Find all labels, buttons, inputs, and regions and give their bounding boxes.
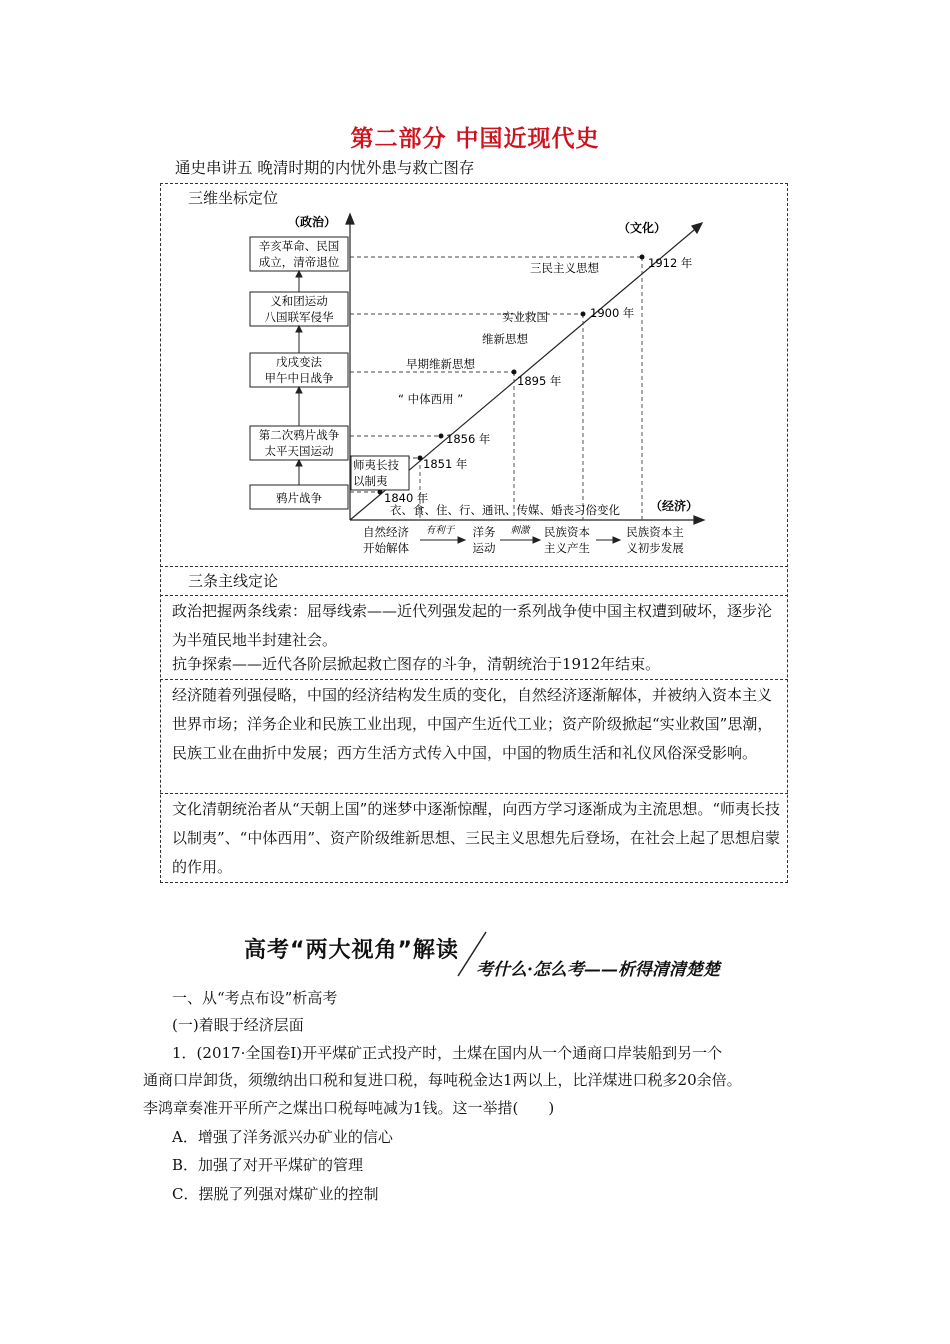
social-change-line: 衣、食、住、行、通讯、传媒、婚丧习俗变化 [390, 503, 620, 517]
question-line-3: 李鸿章奏准开平所产之煤出口税每吨减为1钱。这一举措( ) [143, 1099, 555, 1117]
culture-item-early-reform: 早期维新思想 [406, 357, 475, 371]
year-1856: 1856 年 [446, 432, 491, 446]
economy-step-1b: 开始解体 [363, 541, 409, 555]
option-c: C．摆脱了列强对煤矿业的控制 [172, 1185, 379, 1203]
timeline-diagram [230, 210, 750, 560]
politics-box-2-line2: 八国联军侵华 [264, 310, 334, 324]
point-1851 [418, 456, 423, 461]
y-axis-arrow [346, 214, 354, 224]
culture-item-reform: 维新思想 [482, 332, 528, 346]
economy-step-3b: 主义产生 [544, 541, 590, 555]
x-axis-label: （经济） [650, 499, 699, 513]
point-1900 [581, 312, 586, 317]
economy-step-2b: 运动 [472, 541, 496, 555]
question-line-2: 通商口岸卸货，须缴纳出口税和复进口税，每吨税金达1两以上，比洋煤进口税多20余倍。 [143, 1071, 742, 1089]
year-1912: 1912 年 [648, 256, 693, 270]
point-1912 [640, 255, 645, 260]
politics-box-5-line1: 鸦片战争 [276, 491, 322, 505]
culture-item-1b: 以制夷 [353, 474, 388, 488]
culture-label: （文化） [618, 221, 667, 235]
year-1895: 1895 年 [517, 374, 562, 388]
page-title: 第二部分 中国近现代史 [350, 126, 600, 152]
option-b: B．加强了对开平煤矿的管理 [172, 1156, 364, 1174]
economy-paragraph: 经济随着列强侵略，中国的经济结构发生质的变化，自然经济逐渐解体，并被纳入资本主义世界市场；洋务企业和民族工业出现，中国产生近代工业；资产阶级掀起“实业救国”思潮，民族工业在曲折中发展；西方生活方式传入中国，中国的物质生活和礼仪风俗深受影响。 [172, 686, 773, 762]
lesson-subtitle: 通史串讲五 晚清时期的内忧外患与救亡图存 [175, 159, 475, 177]
politics-box-3-line1: 戊戌变法 [276, 355, 322, 369]
question-subheading: (一)着眼于经济层面 [172, 1016, 304, 1034]
politics-paragraph: 政治把握两条线索：屈辱线索——近代列强发起的一系列战争使中国主权遭到破坏，逐步沦为半殖民地半封建社会。 [172, 602, 773, 649]
economy-arrow-label-2: 刺激 [510, 525, 530, 536]
culture-item-industry: 实业救国 [502, 310, 548, 324]
banner-title: 高考“两大视角”解读 [244, 938, 459, 963]
culture-item-sanmin: 三民主义思想 [530, 261, 599, 275]
politics-box-4-line2: 太平天国运动 [264, 444, 334, 458]
economy-arrow-label-1: 有利于 [425, 525, 455, 536]
x-axis-arrow [694, 516, 704, 524]
question-section-heading: 一、从“考点布设”析高考 [172, 989, 338, 1007]
culture-item-1a: 师夷长技 [353, 458, 399, 472]
point-1856 [439, 434, 444, 439]
y-axis-label: （政治） [288, 215, 337, 229]
politics-box-1-line1: 辛亥革命、民国 [258, 239, 340, 253]
politics-paragraph-2: 抗争探索——近代各阶层掀起救亡图存的斗争，清朝统治于1912年结束。 [172, 655, 661, 673]
politics-box-3-line2: 甲午中日战争 [264, 371, 334, 385]
culture-paragraph: 文化清朝统治者从“天朝上国”的迷梦中逐渐惊醒，向西方学习逐渐成为主流思想。“师夷长技以制夷”、“中体西用”、资产阶级维新思想、三民主义思想先后登场，在社会上起了思想启蒙的作用。 [172, 800, 781, 876]
politics-box-4-line1: 第二次鸦片战争 [258, 428, 340, 442]
year-1840: 1840 年 [384, 491, 429, 505]
economy-step-4b: 义初步发展 [626, 541, 684, 555]
question-line-1: 1．(2017·全国卷Ⅰ)开平煤矿正式投产时，土煤在国内从一个通商口岸装船到另一个 [172, 1044, 723, 1062]
politics-box-1-line2: 成立，清帝退位 [258, 255, 340, 269]
culture-axis-arrow [692, 223, 702, 233]
point-1895 [512, 370, 517, 375]
economy-step-2a: 洋务 [472, 525, 496, 539]
economy-step-4a: 民族资本主 [626, 525, 684, 539]
culture-item-zhongti: “ 中体西用 ” [398, 392, 464, 406]
option-a: A．增强了洋务派兴办矿业的信心 [172, 1128, 393, 1146]
economy-step-3a: 民族资本 [544, 525, 590, 539]
year-1851: 1851 年 [423, 457, 468, 471]
banner-subtitle: 考什么·怎么考——析得清清楚楚 [476, 960, 720, 980]
year-1900: 1900 年 [590, 306, 635, 320]
economy-step-1a: 自然经济 [363, 525, 409, 539]
section-heading-mainlines: 三条主线定论 [188, 572, 279, 590]
section-heading-coordinates: 三维坐标定位 [188, 189, 279, 207]
politics-box-2-line1: 义和团运动 [270, 294, 328, 308]
